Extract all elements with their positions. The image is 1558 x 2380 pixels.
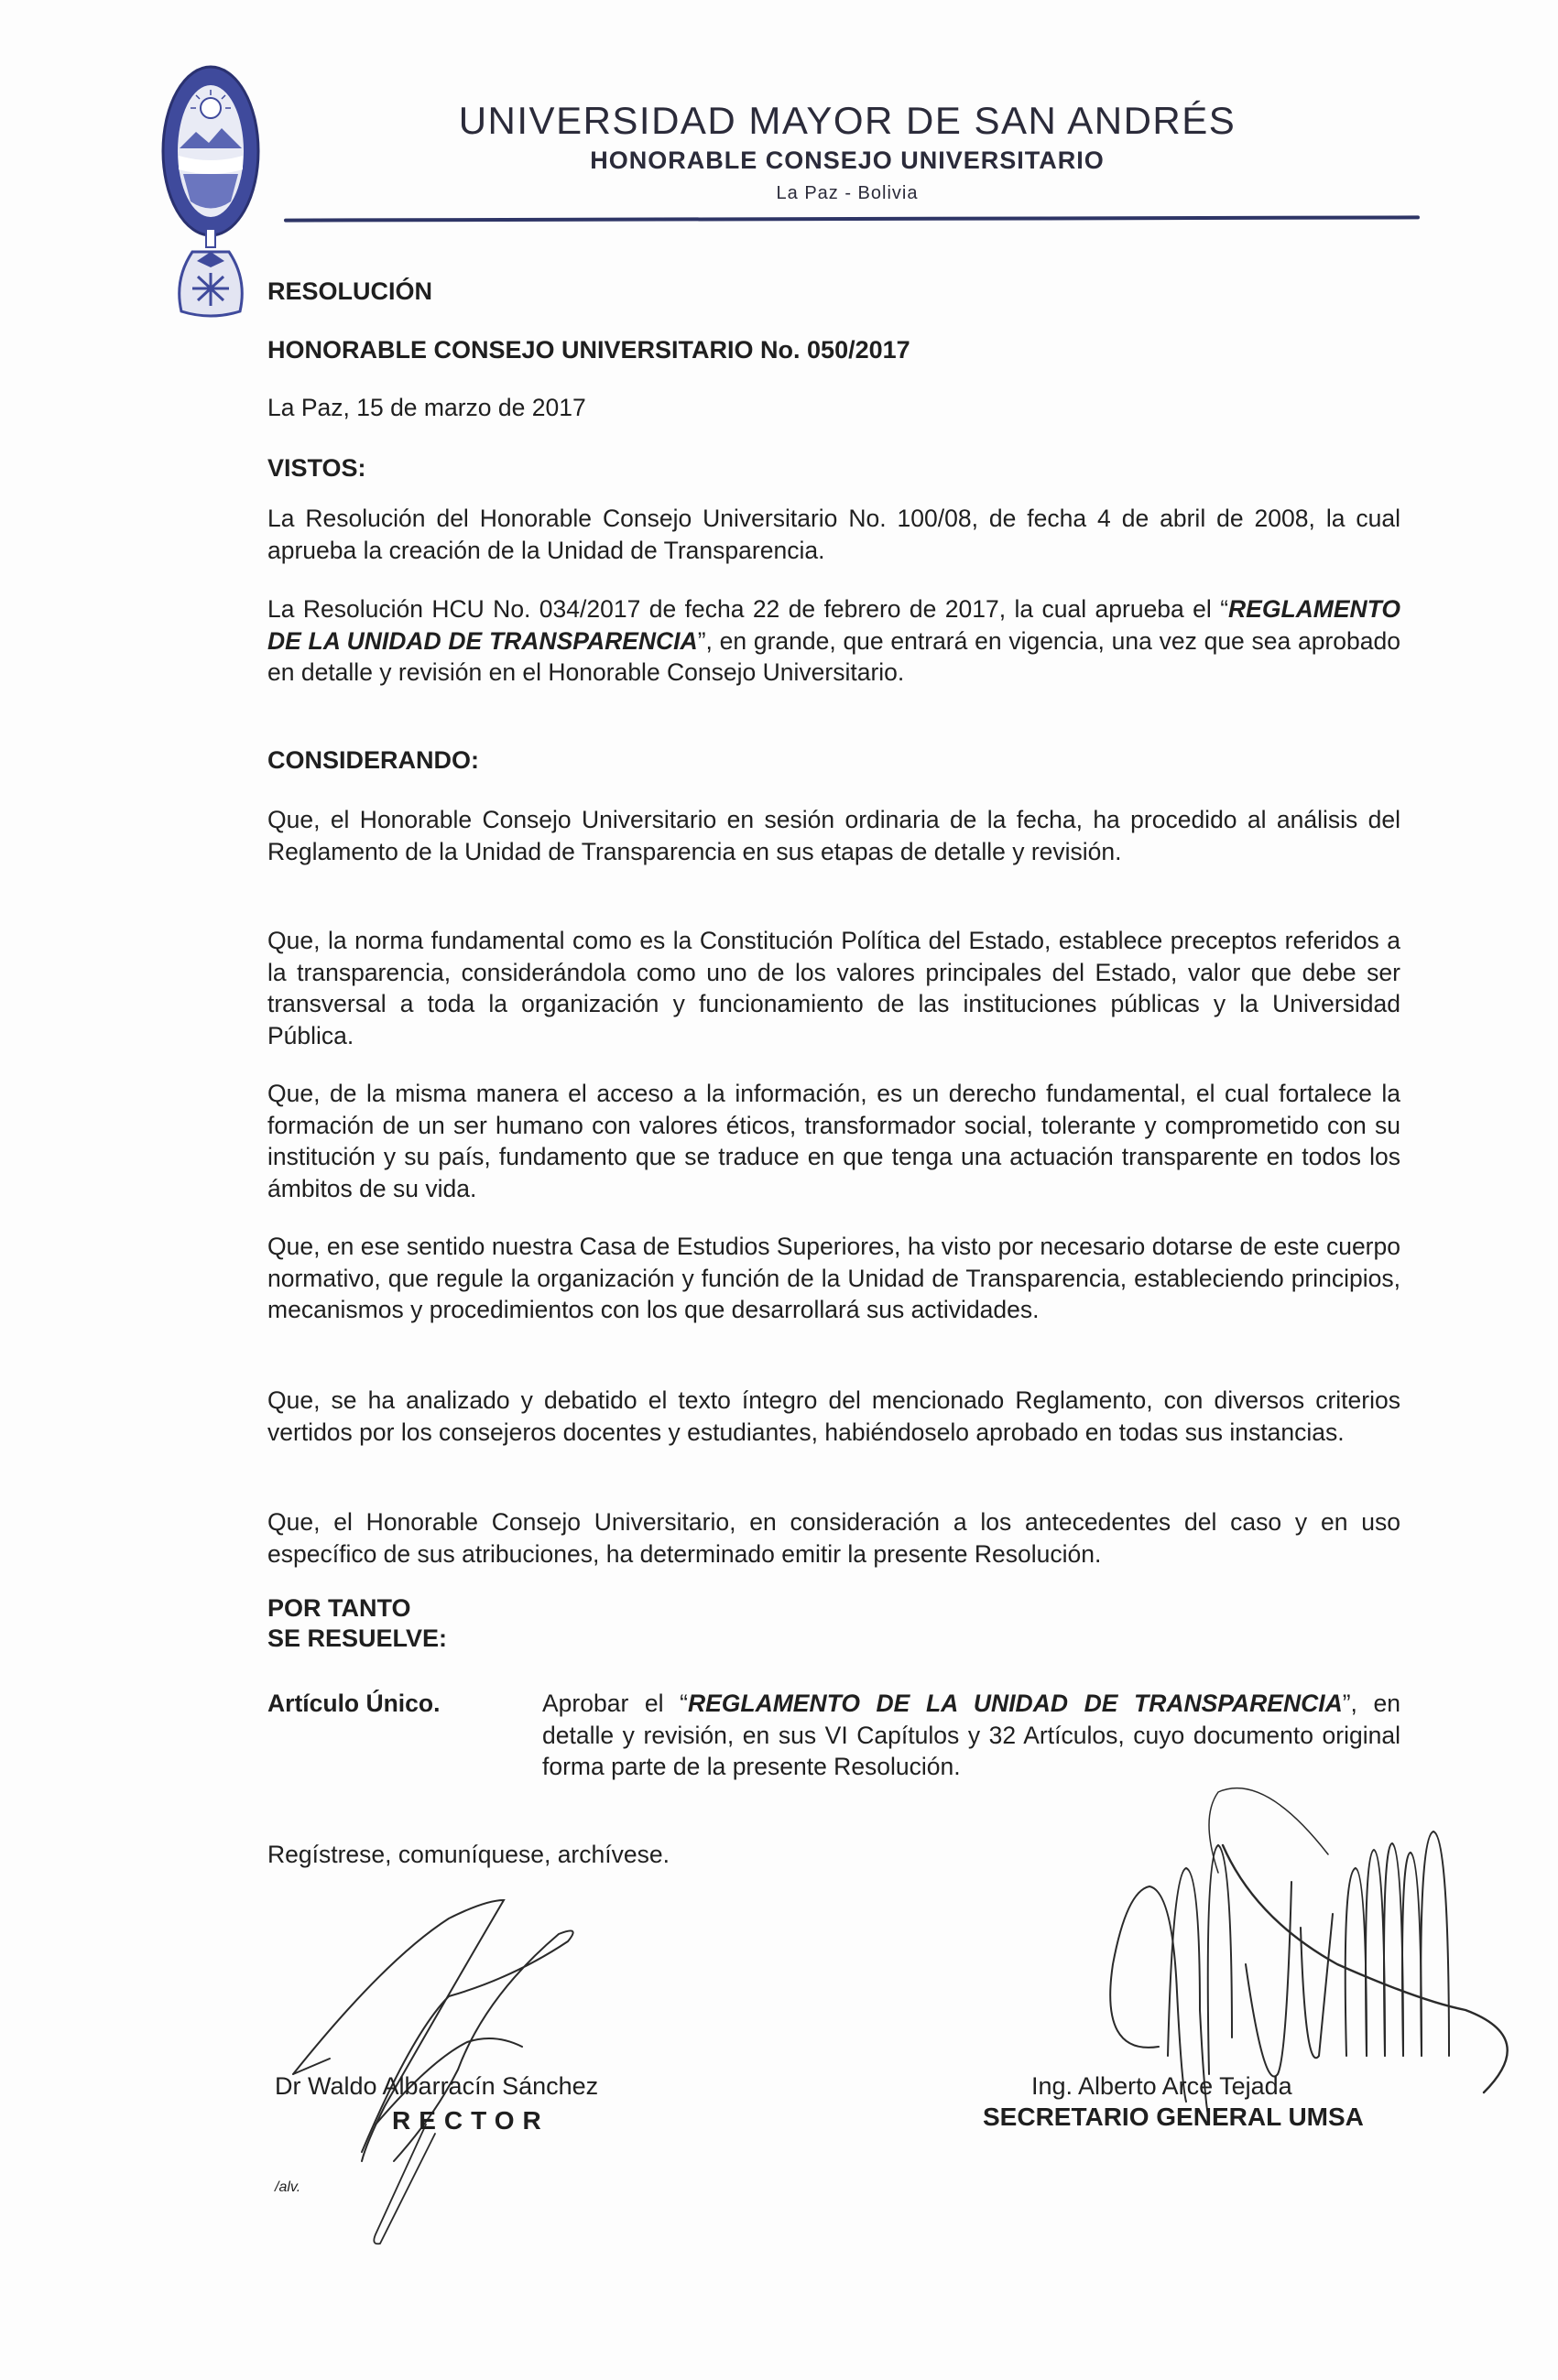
considerando-paragraph: Que, se ha analizado y debatido el texto íntegro del mencionado Reglamento, con diversos criterios vertidos por los consejeros docentes y estudiantes, habiéndoselo aprobado en todas sus instancias. bbox=[267, 1386, 1400, 1446]
resolution-title: RESOLUCIÓN bbox=[267, 277, 433, 305]
university-name: UNIVERSIDAD MAYOR DE SAN ANDRÉS bbox=[458, 99, 1237, 142]
article-label: Artículo Único. bbox=[267, 1690, 441, 1717]
article-text: Aprobar el “ bbox=[542, 1690, 688, 1717]
considerando-paragraph: Que, de la misma manera el acceso a la información, es un derecho fundamental, el cual fortalece la formación de un ser humano con valores éticos, transformador social, tolerante y comprometido con su institución y su país, fundamento que se traduce en que tenga una actuación transparente en todos los ámbitos de su vida. bbox=[267, 1080, 1400, 1202]
secretary-name: Ing. Alberto Arce Tejada bbox=[1031, 2072, 1292, 2100]
article-text: ”, en detalle y revisión, en sus VI Capítulos y 32 Artículos, cuyo documento original forma parte de la presente Resolución. bbox=[542, 1690, 1401, 1780]
regulation-title: REGLAMENTO DE LA UNIDAD DE TRANSPARENCIA bbox=[267, 595, 1400, 655]
paragraph-text: La Resolución HCU No. 034/2017 de fecha 22 de febrero de 2017, la cual aprueba el “ bbox=[267, 595, 1229, 623]
considerando-heading: CONSIDERANDO: bbox=[267, 746, 480, 774]
por-tanto-heading bbox=[267, 1593, 447, 1654]
vistos-heading: VISTOS: bbox=[267, 454, 366, 482]
vistos-paragraph: La Resolución del Honorable Consejo Universitario No. 100/08, de fecha 4 de abril de 2008, la cual aprueba la creación de la Unidad de Transparencia. bbox=[267, 505, 1400, 564]
secretary-title: SECRETARIO GENERAL UMSA bbox=[983, 2103, 1364, 2131]
considerando-paragraph: Que, en ese sentido nuestra Casa de Estudios Superiores, ha visto por necesario dotarse de este cuerpo normativo, que regule la organización y función de la Unidad de Transparencia, estableciendo principios, mecanismos y procedimientos con los que desarrollará sus actividades. bbox=[267, 1233, 1400, 1323]
paragraph-text: ”, en grande, que entrará en vigencia, una vez que sea aprobado en detalle y revisión en el Honorable Consejo Universitario. bbox=[267, 626, 1400, 686]
rector-name: Dr Waldo Albarracín Sánchez bbox=[275, 2072, 599, 2100]
vistos-paragraph bbox=[267, 593, 1400, 689]
resolution-date: La Paz, 15 de marzo de 2017 bbox=[267, 394, 586, 421]
por-tanto-label: POR TANTO bbox=[267, 1594, 411, 1622]
regulation-title: REGLAMENTO DE LA UNIDAD DE TRANSPARENCIA bbox=[687, 1690, 1343, 1717]
council-name: HONORABLE CONSEJO UNIVERSITARIO bbox=[590, 147, 1105, 174]
closing-formula: Regístrese, comuníquese, archívese. bbox=[267, 1841, 670, 1868]
typist-initials: /alv. bbox=[275, 2179, 301, 2195]
considerando-paragraph: Que, el Honorable Consejo Universitario, en consideración a los antecedentes del caso y en uso específico de sus atribuciones, ha determinado emitir la presente Resolución. bbox=[267, 1508, 1400, 1568]
resolution-number: HONORABLE CONSEJO UNIVERSITARIO No. 050/2017 bbox=[267, 336, 910, 364]
se-resuelve-label: SE RESUELVE: bbox=[267, 1625, 448, 1652]
university-seal-icon bbox=[156, 64, 266, 321]
considerando-paragraph: Que, el Honorable Consejo Universitario en sesión ordinaria de la fecha, ha procedido al análisis del Reglamento de la Unidad de Transparencia en sus etapas de detalle y revisión. bbox=[267, 806, 1400, 865]
rector-signature bbox=[275, 1850, 696, 2271]
header-divider bbox=[284, 215, 1420, 222]
rector-title: RECTOR bbox=[392, 2106, 550, 2135]
article-body bbox=[542, 1688, 1400, 1783]
considerando-paragraph: Que, la norma fundamental como es la Constitución Política del Estado, establece preceptos referidos a la transparencia, considerándola como uno de los valores principales del Estado, valor que debe ser transversal a toda la organización y funcionamiento de las instituciones públicas y la Universidad Pública. bbox=[267, 927, 1400, 1049]
city-label: La Paz - Bolivia bbox=[776, 183, 919, 203]
